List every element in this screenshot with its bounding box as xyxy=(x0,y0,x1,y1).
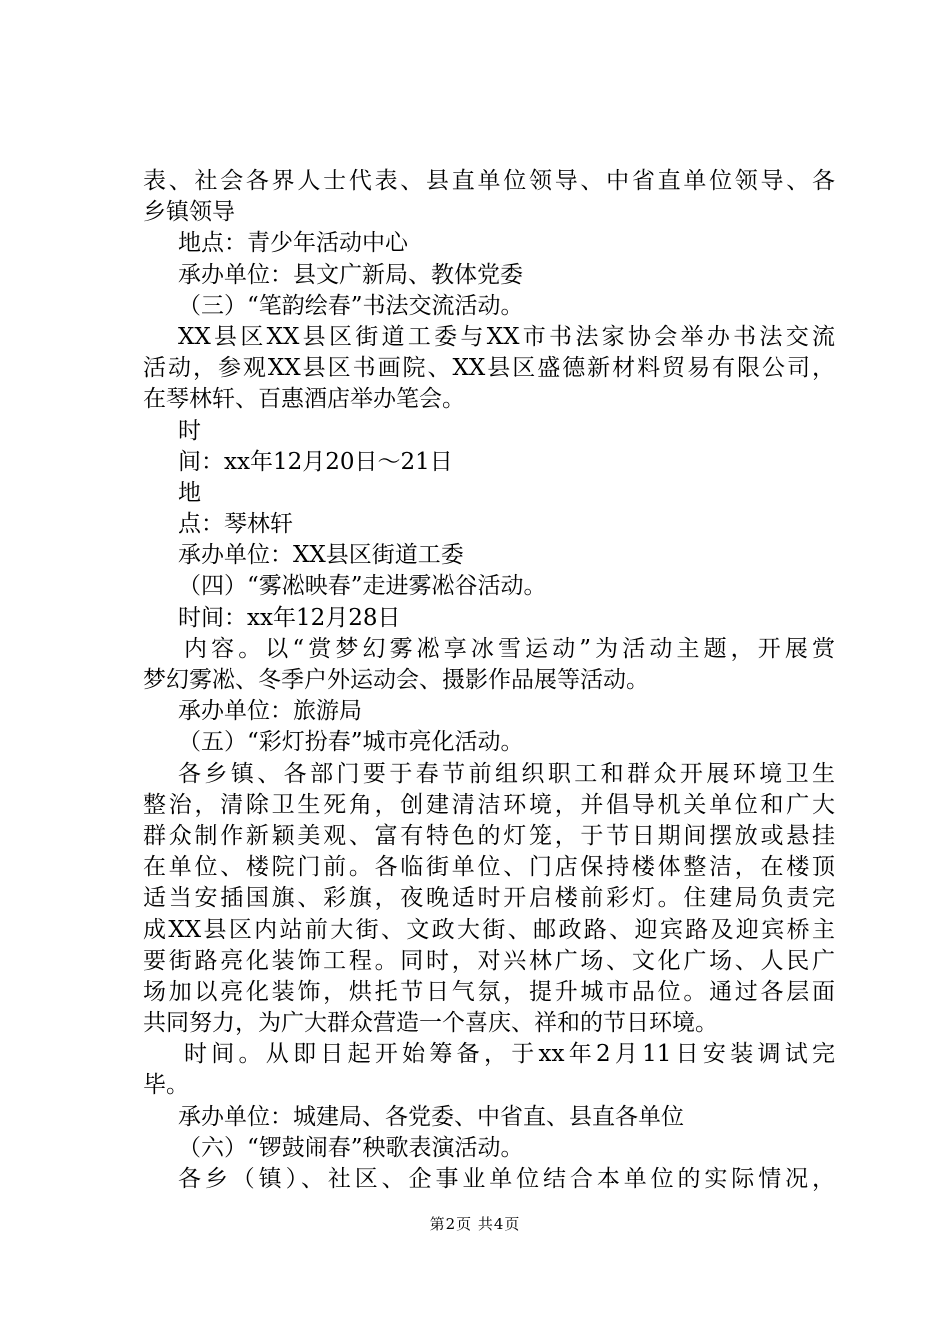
paragraph-line: 承办单位：XX县区街道工委 xyxy=(178,542,464,569)
paragraph-line: 点：琴林轩 xyxy=(178,511,293,538)
paragraph-line: 共同努力，为广大群众营造一个喜庆、祥和的节日环境。 xyxy=(143,1010,718,1037)
paragraph-line: 表、社会各界人士代表、县直单位领导、中省直单位领导、各 xyxy=(143,168,835,194)
paragraph-line: 间：xx年12月20日～21日 xyxy=(178,448,453,475)
paragraph-line: 整治，清除卫生死角，创建清洁环境，并倡导机关单位和广大 xyxy=(143,791,835,818)
paragraph-line: 承办单位：县文广新局、教体党委 xyxy=(178,261,523,288)
document-body xyxy=(143,166,835,1195)
paragraph-line: 时 xyxy=(178,417,201,444)
paragraph-line: 时间。从即日起开始筹备，于xx年2月11日安装调试完 xyxy=(184,1041,835,1068)
paragraph-line: 各乡镇、各部门要于春节前组织职工和群众开展环境卫生 xyxy=(178,760,835,787)
paragraph-line: 要街路亮化装饰工程。同时，对兴林广场、文化广场、人民广 xyxy=(143,947,835,974)
paragraph-line: 在琴林轩、百惠酒店举办笔会。 xyxy=(143,386,465,413)
paragraph-line: 承办单位：城建局、各党委、中省直、县直各单位 xyxy=(178,1103,684,1130)
paragraph-line: 内容。以“赏梦幻雾凇享冰雪运动”为活动主题，开展赏 xyxy=(184,635,835,662)
paragraph-line: 梦幻雾凇、冬季户外运动会、摄影作品展等活动。 xyxy=(143,667,649,693)
paragraph-line: 乡镇领导 xyxy=(143,199,235,226)
section-heading: （五）“彩灯扮春”城市亮化活动。 xyxy=(178,729,524,756)
paragraph-line: 场加以亮化装饰，烘托节日气氛，提升城市品位。通过各层面 xyxy=(143,978,835,1005)
paragraph-line: 地点：青少年活动中心 xyxy=(178,230,408,257)
paragraph-line: 各乡（镇）、社区、企事业单位结合本单位的实际情况， xyxy=(178,1166,835,1192)
paragraph-line: 成XX县区内站前大街、文政大街、邮政路、迎宾路及迎宾桥主 xyxy=(143,916,835,943)
paragraph-line: 在单位、楼院门前。各临街单位、门店保持楼体整洁，在楼顶 xyxy=(143,854,835,881)
section-heading: （四）“雾凇映春”走进雾凇谷活动。 xyxy=(178,573,547,600)
paragraph-line: XX县区XX县区街道工委与XX市书法家协会举办书法交流 xyxy=(178,323,835,350)
paragraph-line: 时间：xx年12月28日 xyxy=(178,604,401,631)
paragraph-line: 群众制作新颖美观、富有特色的灯笼，于节日期间摆放或悬挂 xyxy=(143,822,835,849)
page-number-footer: 第2页 共4页 xyxy=(429,1215,521,1233)
section-heading: （六）“锣鼓闹春”秧歌表演活动。 xyxy=(178,1134,524,1161)
paragraph-line: 承办单位：旅游局 xyxy=(178,698,362,725)
paragraph-line: 活动，参观XX县区书画院、XX县区盛德新材料贸易有限公司， xyxy=(143,355,835,382)
paragraph-line: 毕。 xyxy=(143,1072,189,1099)
paragraph-line: 地 xyxy=(178,479,201,506)
section-heading: （三）“笔韵绘春”书法交流活动。 xyxy=(178,292,524,319)
paragraph-line: 适当安插国旗、彩旗，夜晚适时开启楼前彩灯。住建局负责完 xyxy=(143,885,835,912)
